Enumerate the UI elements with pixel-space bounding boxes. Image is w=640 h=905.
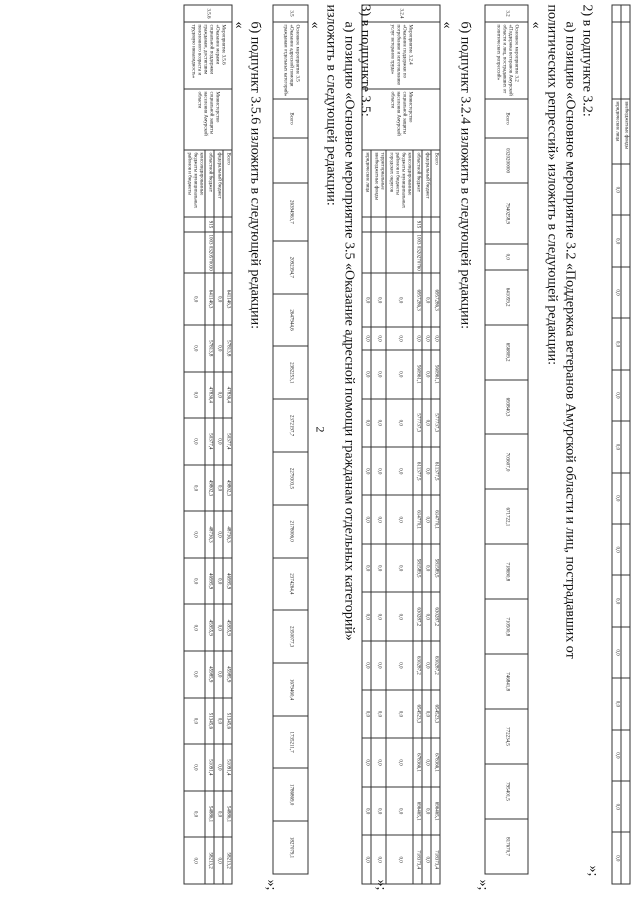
- value-cell: 2350077,3: [273, 610, 308, 663]
- row-label: Всего: [223, 150, 232, 217]
- value-cell: 0,0: [371, 327, 386, 350]
- table-356: [184, 5, 233, 885]
- value-cell: 0,0: [362, 399, 371, 448]
- value-cell: 0,0: [184, 325, 205, 372]
- value-cell: 641146,3: [205, 273, 214, 325]
- value-cell: 0,0: [362, 327, 371, 350]
- row-label: консолидированные бюджеты муниципальных районов и бюджеты: [184, 150, 205, 217]
- value-cell: 696465,1: [431, 787, 440, 836]
- value-cell: [621, 421, 630, 472]
- opening-quote: «: [307, 21, 323, 29]
- value-cell: 678366,1: [413, 738, 422, 787]
- value-cell: 2647944,6: [273, 294, 308, 347]
- closing-quote: »;: [475, 879, 491, 891]
- value-cell: 0,0: [386, 787, 413, 836]
- value-cell: 57813,8: [205, 325, 214, 372]
- row-grbs: [386, 217, 413, 232]
- value-cell: 696465,1: [413, 787, 422, 836]
- value-cell: 630287,2: [413, 641, 422, 690]
- value-cell: 0,0: [184, 837, 205, 884]
- value-cell: 678366,1: [431, 738, 440, 787]
- value-cell: 0,0: [612, 678, 621, 729]
- value-cell: 710500,8: [485, 599, 528, 654]
- value-cell: 614770,1: [413, 495, 422, 544]
- table-32: [485, 5, 529, 875]
- value-cell: 0,0: [386, 690, 413, 739]
- value-cell: 0,0: [371, 835, 386, 884]
- row-grbs: [362, 217, 371, 232]
- value-cell: 0,0: [612, 473, 621, 524]
- value-cell: 50377,4: [223, 418, 232, 465]
- row-name: Основное мероприятие 3.2 «Поддержка ветеранов Амурской области и лиц, пострадавших от политических репрессий»: [485, 22, 528, 99]
- value-cell: 54886,1: [205, 791, 214, 838]
- table-324: [362, 5, 441, 885]
- value-cell: 718373,4: [431, 835, 440, 884]
- value-cell: 0,0: [362, 738, 371, 787]
- value-cell: 0,0: [612, 370, 621, 421]
- value-cell: 671722,1: [485, 489, 528, 544]
- value-cell: [621, 781, 630, 832]
- row-name: Мероприятие 3.2.4 «Оказание поддержки по погребению и изготовлению услуг ветеранов труда»: [362, 22, 440, 89]
- value-cell: 2279303,5: [273, 452, 308, 505]
- value-cell: [621, 678, 630, 729]
- row-num-empty: [621, 5, 630, 22]
- value-cell: 58213,2: [223, 837, 232, 884]
- value-cell: 49802,3: [223, 465, 232, 512]
- value-cell: 50377,4: [205, 418, 214, 465]
- row-label: Всего: [431, 150, 440, 217]
- value-cell: 0,0: [422, 835, 431, 884]
- value-cell: 641146,3: [223, 273, 232, 325]
- value-cell: 0,0: [184, 465, 205, 512]
- value-cell: 0,0: [386, 350, 413, 399]
- value-cell: [621, 730, 630, 781]
- row-kbk: [184, 232, 205, 273]
- page-number: 2: [313, 426, 328, 433]
- value-cell: 0,0: [184, 558, 205, 605]
- row-executor: Министерство социальной защиты населения Амурской области: [362, 89, 440, 150]
- opening-quote: «: [439, 21, 455, 29]
- row-kbk: [371, 232, 386, 273]
- value-cell: 0,0: [612, 318, 621, 369]
- value-cell: 45985,9: [205, 651, 214, 698]
- value-cell: 611377,5: [431, 447, 440, 495]
- value-cell: 614770,1: [431, 495, 440, 544]
- value-cell: 560961,1: [413, 350, 422, 399]
- value-cell: 0,0: [362, 350, 371, 399]
- value-cell: 0,0: [184, 791, 205, 838]
- value-cell: 0,0: [184, 651, 205, 698]
- row-executor: Министерство социальной защиты населения Амурской области: [184, 89, 232, 150]
- value-cell: 0,0: [362, 447, 371, 495]
- value-cell: 0,0: [386, 738, 413, 787]
- opening-quote: «: [528, 21, 544, 29]
- value-cell: 0,0: [362, 592, 371, 641]
- value-cell: 2178006,0: [273, 505, 308, 558]
- value-cell: 0,0: [386, 273, 413, 327]
- value-cell: 0,0: [214, 558, 223, 605]
- row-kbk: [431, 232, 440, 273]
- value-cell: 0,0: [362, 835, 371, 884]
- value-cell: 0,0: [371, 350, 386, 399]
- value-cell: 26394963,7: [273, 183, 308, 241]
- closing-quote: »;: [585, 865, 601, 877]
- value-cell: 2092394,7: [273, 241, 308, 294]
- paragraph-35a: а) позицию «Основное мероприятие 3.5 «Оказание адресной помощи гражданам отдельных категорий»: [341, 21, 357, 641]
- value-cell: 45985,9: [223, 651, 232, 698]
- row-num-empty: [612, 5, 621, 22]
- value-cell: 0,0: [371, 738, 386, 787]
- value-cell: 0,0: [422, 327, 431, 350]
- value-cell: 48736,3: [223, 511, 232, 558]
- value-cell: 0,0: [214, 325, 223, 372]
- value-cell: 47836,4: [223, 372, 232, 419]
- value-cell: 0,0: [214, 837, 223, 884]
- value-cell: 0,0: [214, 511, 223, 558]
- value-cell: 0,0: [422, 592, 431, 641]
- value-cell: [621, 164, 630, 215]
- value-cell: 746841,8: [485, 654, 528, 709]
- table-row: [223, 5, 232, 884]
- value-cell: 51345,6: [205, 698, 214, 745]
- value-cell: 0,0: [612, 730, 621, 781]
- row-kbk: 1003 0320570030: [205, 232, 214, 273]
- value-cell: 1786869,0: [273, 768, 308, 821]
- value-cell: 0,0: [612, 215, 621, 266]
- value-cell: [621, 370, 630, 421]
- value-cell: 0,0: [612, 832, 621, 884]
- value-cell: 0,0: [214, 698, 223, 745]
- value-cell: 0,0: [214, 418, 223, 465]
- value-cell: 718373,4: [413, 835, 422, 884]
- value-cell: 0,0: [184, 418, 205, 465]
- value-cell: 0,0: [371, 495, 386, 544]
- value-cell: [621, 267, 630, 318]
- value-cell: 46995,9: [205, 558, 214, 605]
- value-cell: 58213,2: [205, 837, 214, 884]
- value-cell: 0,0: [371, 447, 386, 495]
- row-grbs: [214, 217, 223, 232]
- value-cell: 560961,1: [431, 350, 440, 399]
- value-cell: 0,0: [371, 399, 386, 448]
- value-cell: 693840,3: [485, 380, 528, 435]
- value-cell: 2382253,1: [273, 346, 308, 399]
- value-cell: [621, 627, 630, 678]
- top-continuation-table: [612, 5, 631, 885]
- value-cell: 0,0: [371, 592, 386, 641]
- table-35: [273, 5, 309, 875]
- row-name-empty: [621, 22, 630, 99]
- value-cell: 0,0: [362, 495, 371, 544]
- row-grbs: [223, 217, 232, 232]
- value-cell: 0,0: [612, 781, 621, 832]
- value-cell: [621, 524, 630, 575]
- row-grbs: [431, 217, 440, 232]
- row-name: Мероприятие 3.5.6 «Оказание мерами социальной поддержки гражданам, достигшим пенсионного возраста и трудовую инвалидность»: [184, 22, 232, 89]
- row-kbk: [386, 232, 413, 273]
- value-cell: 0,0: [422, 495, 431, 544]
- value-cell: 630287,2: [413, 592, 422, 641]
- value-cell: 0,0: [422, 447, 431, 495]
- value-cell: 0,0: [214, 651, 223, 698]
- value-cell: 0,0: [214, 465, 223, 512]
- value-cell: 703607,0: [485, 434, 528, 489]
- value-cell: 0,0: [184, 372, 205, 419]
- row-code-empty: [273, 138, 308, 183]
- value-cell: 0,0: [362, 544, 371, 593]
- row-num: 3.5: [273, 5, 308, 22]
- value-cell: 48736,3: [205, 511, 214, 558]
- value-cell: 772234,5: [485, 709, 528, 764]
- row-label: юридические лица: [612, 99, 621, 164]
- value-cell: 0,0: [612, 421, 621, 472]
- row-label: юридические лица: [362, 150, 371, 217]
- value-cell: 6957286,3: [431, 273, 440, 327]
- value-cell: 641059,2: [485, 270, 528, 325]
- paragraph-324: б) подпункт 3.2.4 изложить в следующей редакции:: [457, 21, 473, 329]
- row-label: областной бюджет: [205, 150, 214, 217]
- value-cell: 0,0: [214, 273, 223, 325]
- value-cell: 57813,8: [223, 325, 232, 372]
- value-cell: 0,0: [184, 273, 205, 325]
- value-cell: 718690,8: [485, 544, 528, 599]
- value-cell: 0,0: [214, 604, 223, 651]
- value-cell: 46995,9: [223, 558, 232, 605]
- row-label: областной бюджет: [413, 150, 422, 217]
- value-cell: 51091,4: [223, 744, 232, 791]
- paragraph-32-heading: 2) в подпункте 3.2:: [579, 4, 595, 117]
- value-cell: 654523,3: [413, 690, 422, 739]
- value-cell: 0,0: [371, 690, 386, 739]
- value-cell: 7940258,9: [485, 183, 528, 244]
- paragraph-35-heading: 3) в подпункте 3.5:: [357, 4, 373, 117]
- value-cell: [621, 575, 630, 626]
- row-label: федеральный бюджет: [422, 150, 431, 217]
- value-cell: 577737,3: [431, 399, 440, 448]
- row-code: 0320200000: [485, 138, 528, 183]
- value-cell: 0,0: [422, 738, 431, 787]
- table-row: [431, 5, 440, 884]
- row-label: федеральный бюджет: [214, 150, 223, 217]
- value-cell: 0,0: [386, 447, 413, 495]
- row-kbk: [223, 232, 232, 273]
- value-cell: 0,0: [214, 372, 223, 419]
- value-cell: [621, 318, 630, 369]
- value-cell: 0,0: [431, 327, 440, 350]
- row-type: Всего: [273, 99, 308, 138]
- value-cell: 1679460,4: [273, 663, 308, 716]
- value-cell: 0,0: [386, 327, 413, 350]
- value-cell: 0,0: [422, 787, 431, 836]
- value-cell: 51091,4: [205, 744, 214, 791]
- value-cell: 0,0: [612, 627, 621, 678]
- value-cell: 0,0: [612, 164, 621, 215]
- value-cell: 47836,4: [205, 372, 214, 419]
- paragraph-32a: а) позицию «Основное мероприятие 3.2 «Поддержка ветеранов Амурской области и лиц, пострадавших от: [562, 21, 578, 659]
- value-cell: 0,0: [362, 690, 371, 739]
- closing-quote: »;: [263, 879, 279, 891]
- value-cell: 577737,3: [413, 399, 422, 448]
- value-cell: 0,0: [422, 690, 431, 739]
- row-grbs: [422, 217, 431, 232]
- value-cell: 0,0: [485, 244, 528, 270]
- value-cell: [621, 832, 630, 884]
- value-cell: 0,0: [214, 791, 223, 838]
- row-label: внебюджетные фонды: [621, 99, 630, 164]
- value-cell: 0,0: [422, 350, 431, 399]
- value-cell: 0,0: [184, 744, 205, 791]
- value-cell: 2372197,7: [273, 399, 308, 452]
- value-cell: 0,0: [386, 641, 413, 690]
- value-cell: 0,0: [184, 604, 205, 651]
- row-grbs: 915: [413, 217, 422, 232]
- row-kbk: [362, 232, 371, 273]
- value-cell: 630287,2: [431, 592, 440, 641]
- value-cell: 0,0: [371, 544, 386, 593]
- row-grbs: [184, 217, 205, 232]
- value-cell: 0,0: [612, 575, 621, 626]
- paragraph-32a-cont: политических репрессий» изложить в следующей редакции:: [544, 4, 560, 365]
- value-cell: 656809,2: [485, 325, 528, 380]
- value-cell: 581589,5: [431, 544, 440, 593]
- value-cell: 0,0: [386, 544, 413, 593]
- value-cell: [621, 473, 630, 524]
- value-cell: 0,0: [422, 273, 431, 327]
- paragraph-35a-cont: изложить в следующей редакции:: [323, 4, 339, 206]
- value-cell: 0,0: [413, 327, 422, 350]
- value-cell: 0,0: [612, 267, 621, 318]
- row-label: территориальные внебюджетные фонды: [371, 150, 386, 217]
- value-cell: 817670,7: [485, 819, 528, 874]
- value-cell: 0,0: [612, 524, 621, 575]
- row-type: Всего: [485, 99, 528, 138]
- row-num: 3.2.4: [362, 5, 440, 22]
- value-cell: 45955,9: [205, 604, 214, 651]
- value-cell: 0,0: [422, 399, 431, 448]
- value-cell: 0,0: [371, 641, 386, 690]
- value-cell: 0,0: [371, 273, 386, 327]
- value-cell: 0,0: [362, 273, 371, 327]
- value-cell: 795401,5: [485, 764, 528, 819]
- row-name: Основное мероприятие 3.5 «Оказание адресной помощи гражданам отдельных категорий»: [273, 22, 308, 99]
- opening-quote: «: [231, 21, 247, 29]
- value-cell: 1735211,7: [273, 716, 308, 768]
- row-kbk: [422, 232, 431, 273]
- value-cell: 654523,3: [431, 690, 440, 739]
- value-cell: 45955,9: [223, 604, 232, 651]
- value-cell: 6957286,3: [413, 273, 422, 327]
- row-num: 3.5.6: [184, 5, 232, 22]
- row-grbs: 915: [205, 217, 214, 232]
- table-row: [621, 5, 630, 884]
- row-num: 3.2: [485, 5, 528, 22]
- value-cell: 49802,3: [205, 465, 214, 512]
- paragraph-356: б) подпункт 3.5.6 изложить в следующей редакции:: [247, 21, 263, 329]
- row-kbk: 1003 0320270760: [413, 232, 422, 273]
- value-cell: [621, 215, 630, 266]
- rotated-document-page: [1, 0, 640, 905]
- value-cell: 0,0: [386, 835, 413, 884]
- value-cell: 1827079,1: [273, 821, 308, 874]
- value-cell: 51345,6: [223, 698, 232, 745]
- value-cell: 0,0: [386, 399, 413, 448]
- closing-quote: »;: [373, 879, 389, 891]
- table-row: [612, 5, 621, 884]
- value-cell: 0,0: [362, 641, 371, 690]
- value-cell: 0,0: [371, 787, 386, 836]
- value-cell: 0,0: [184, 511, 205, 558]
- row-name-empty: [612, 22, 621, 99]
- value-cell: 0,0: [386, 495, 413, 544]
- value-cell: 630287,2: [431, 641, 440, 690]
- value-cell: 0,0: [214, 744, 223, 791]
- value-cell: 611377,5: [413, 447, 422, 495]
- row-grbs: [371, 217, 386, 232]
- value-cell: 2374264,4: [273, 558, 308, 611]
- value-cell: 0,0: [422, 641, 431, 690]
- value-cell: 0,0: [386, 592, 413, 641]
- value-cell: 0,0: [184, 698, 205, 745]
- value-cell: 0,0: [422, 544, 431, 593]
- value-cell: 54886,1: [223, 791, 232, 838]
- row-kbk: [214, 232, 223, 273]
- value-cell: 0,0: [362, 787, 371, 836]
- row-label: консолидированные бюджеты муниципальных районов и бюджеты городских округов: [386, 150, 413, 217]
- value-cell: 581589,5: [413, 544, 422, 593]
